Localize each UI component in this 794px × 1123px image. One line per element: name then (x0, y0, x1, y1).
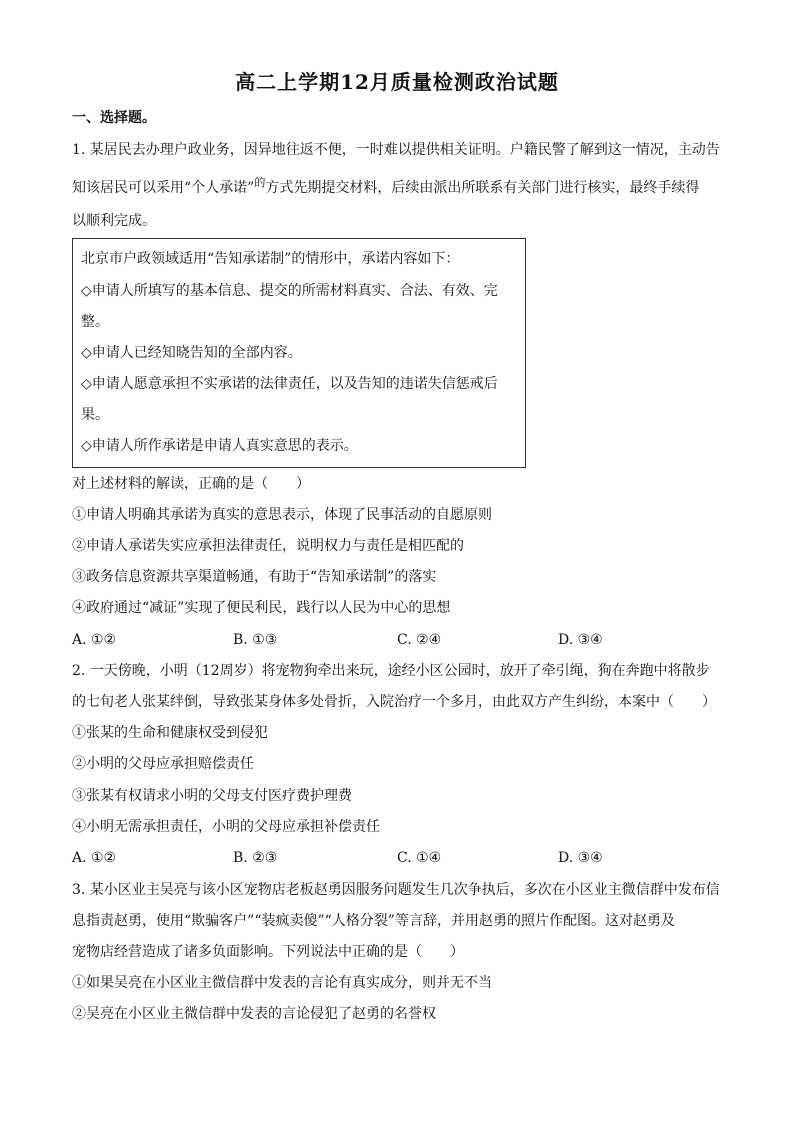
q1-stem-line2 (72, 178, 724, 199)
exam-title: 高二上学期12月质量检测政治试题 (235, 70, 559, 94)
q1-stem-line2-superscript: 的 (254, 176, 266, 189)
q3-statement-2: ②吴亮在小区业主微信群中发表的言论侵犯了赵勇的名誉权 (72, 1006, 436, 1022)
q3-stem-line2: 息指责赵勇，使用“欺骗客户”“装疯卖傻”“人格分裂”等言辞，并用赵勇的照片作配图。这对赵勇及 (72, 913, 675, 929)
q1-stem-line3: 以顺利完成。 (72, 213, 156, 229)
q2-option-a[interactable]: A. ①② (72, 850, 117, 866)
material-line: ◇申请人所填写的基本信息、提交的所需材料真实、合法、有效、完 (81, 283, 498, 299)
q1-statement-3: ③政务信息资源共享渠道畅通，有助于“告知承诺制”的落实 (72, 569, 437, 585)
q3-stem-line3: 宠物店经营造成了诸多负面影响。下列说法中正确的是（ ） (72, 944, 464, 960)
q1-stem-line2-part-b: 方式先期提交材料，后续由派出所联系有关部门进行核实，最终手续得 (265, 180, 700, 196)
material-line: ◇申请人所作承诺是申请人真实意思的表示。 (81, 438, 358, 454)
q2-option-b[interactable]: B. ②③ (233, 850, 278, 866)
q1-statement-2: ②申请人承诺失实应承担法律责任，说明权力与责任是相匹配的 (72, 538, 464, 554)
q3-stem-line1: 3. 某小区业主吴亮与该小区宠物店老板赵勇因服务问题发生几次争执后，多次在小区业主微信群中发布信 (72, 882, 720, 898)
section-heading: 一、选择题。 (72, 110, 156, 126)
q2-option-c[interactable]: C. ①④ (397, 850, 442, 866)
q2-statement-4: ④小明无需承担责任，小明的父母应承担补偿责任 (72, 819, 380, 835)
q1-option-c[interactable]: C. ②④ (397, 632, 442, 648)
q1-material-box (72, 238, 526, 468)
material-line: 果。 (81, 407, 109, 423)
q2-stem-line1: 2. 一天傍晚，小明（12周岁）将宠物狗牵出来玩，途经小区公园时，放开了牵引绳，狗在奔跑中将散步 (72, 663, 710, 679)
q1-stem-line1: 1. 某居民去办理户政业务，因异地往返不便，一时难以提供相关证明。户籍民警了解到这一情况，主动告 (72, 142, 720, 158)
q1-option-d[interactable]: D. ③④ (558, 632, 603, 648)
q2-statement-1: ①张某的生命和健康权受到侵犯 (72, 725, 268, 741)
q3-statement-1: ①如果吴亮在小区业主微信群中发表的言论有真实成分，则并无不当 (72, 975, 492, 991)
q1-statement-4: ④政府通过“减证”实现了便民利民，践行以人民为中心的思想 (72, 600, 451, 616)
q2-statement-3: ③张某有权请求小明的父母支付医疗费护理费 (72, 788, 352, 804)
material-line: 北京市户政领域适用“告知承诺制”的情形中，承诺内容如下： (81, 251, 460, 267)
q1-option-b[interactable]: B. ①③ (233, 632, 278, 648)
q1-stem-line2-part-a: 知该居民可以采用“个人承诺” (72, 180, 255, 196)
q1-option-a[interactable]: A. ①② (72, 632, 117, 648)
material-line: ◇申请人已经知晓告知的全部内容。 (81, 345, 302, 361)
q2-stem-line2: 的七旬老人张某绊倒，导致张某身体多处骨折，入院治疗一个多月，由此双方产生纠纷，本案中（ ） (72, 694, 716, 710)
q2-statement-2: ②小明的父母应承担赔偿责任 (72, 756, 254, 772)
q1-statement-1: ①申请人明确其承诺为真实的意思表示，体现了民事活动的自愿原则 (72, 507, 492, 523)
q2-option-d[interactable]: D. ③④ (558, 850, 603, 866)
material-line: ◇申请人愿意承担不实承诺的法律责任，以及告知的违诺失信惩戒后 (81, 376, 498, 392)
q1-question: 对上述材料的解读，正确的是（ ） (72, 476, 310, 492)
material-line: 整。 (81, 314, 109, 330)
